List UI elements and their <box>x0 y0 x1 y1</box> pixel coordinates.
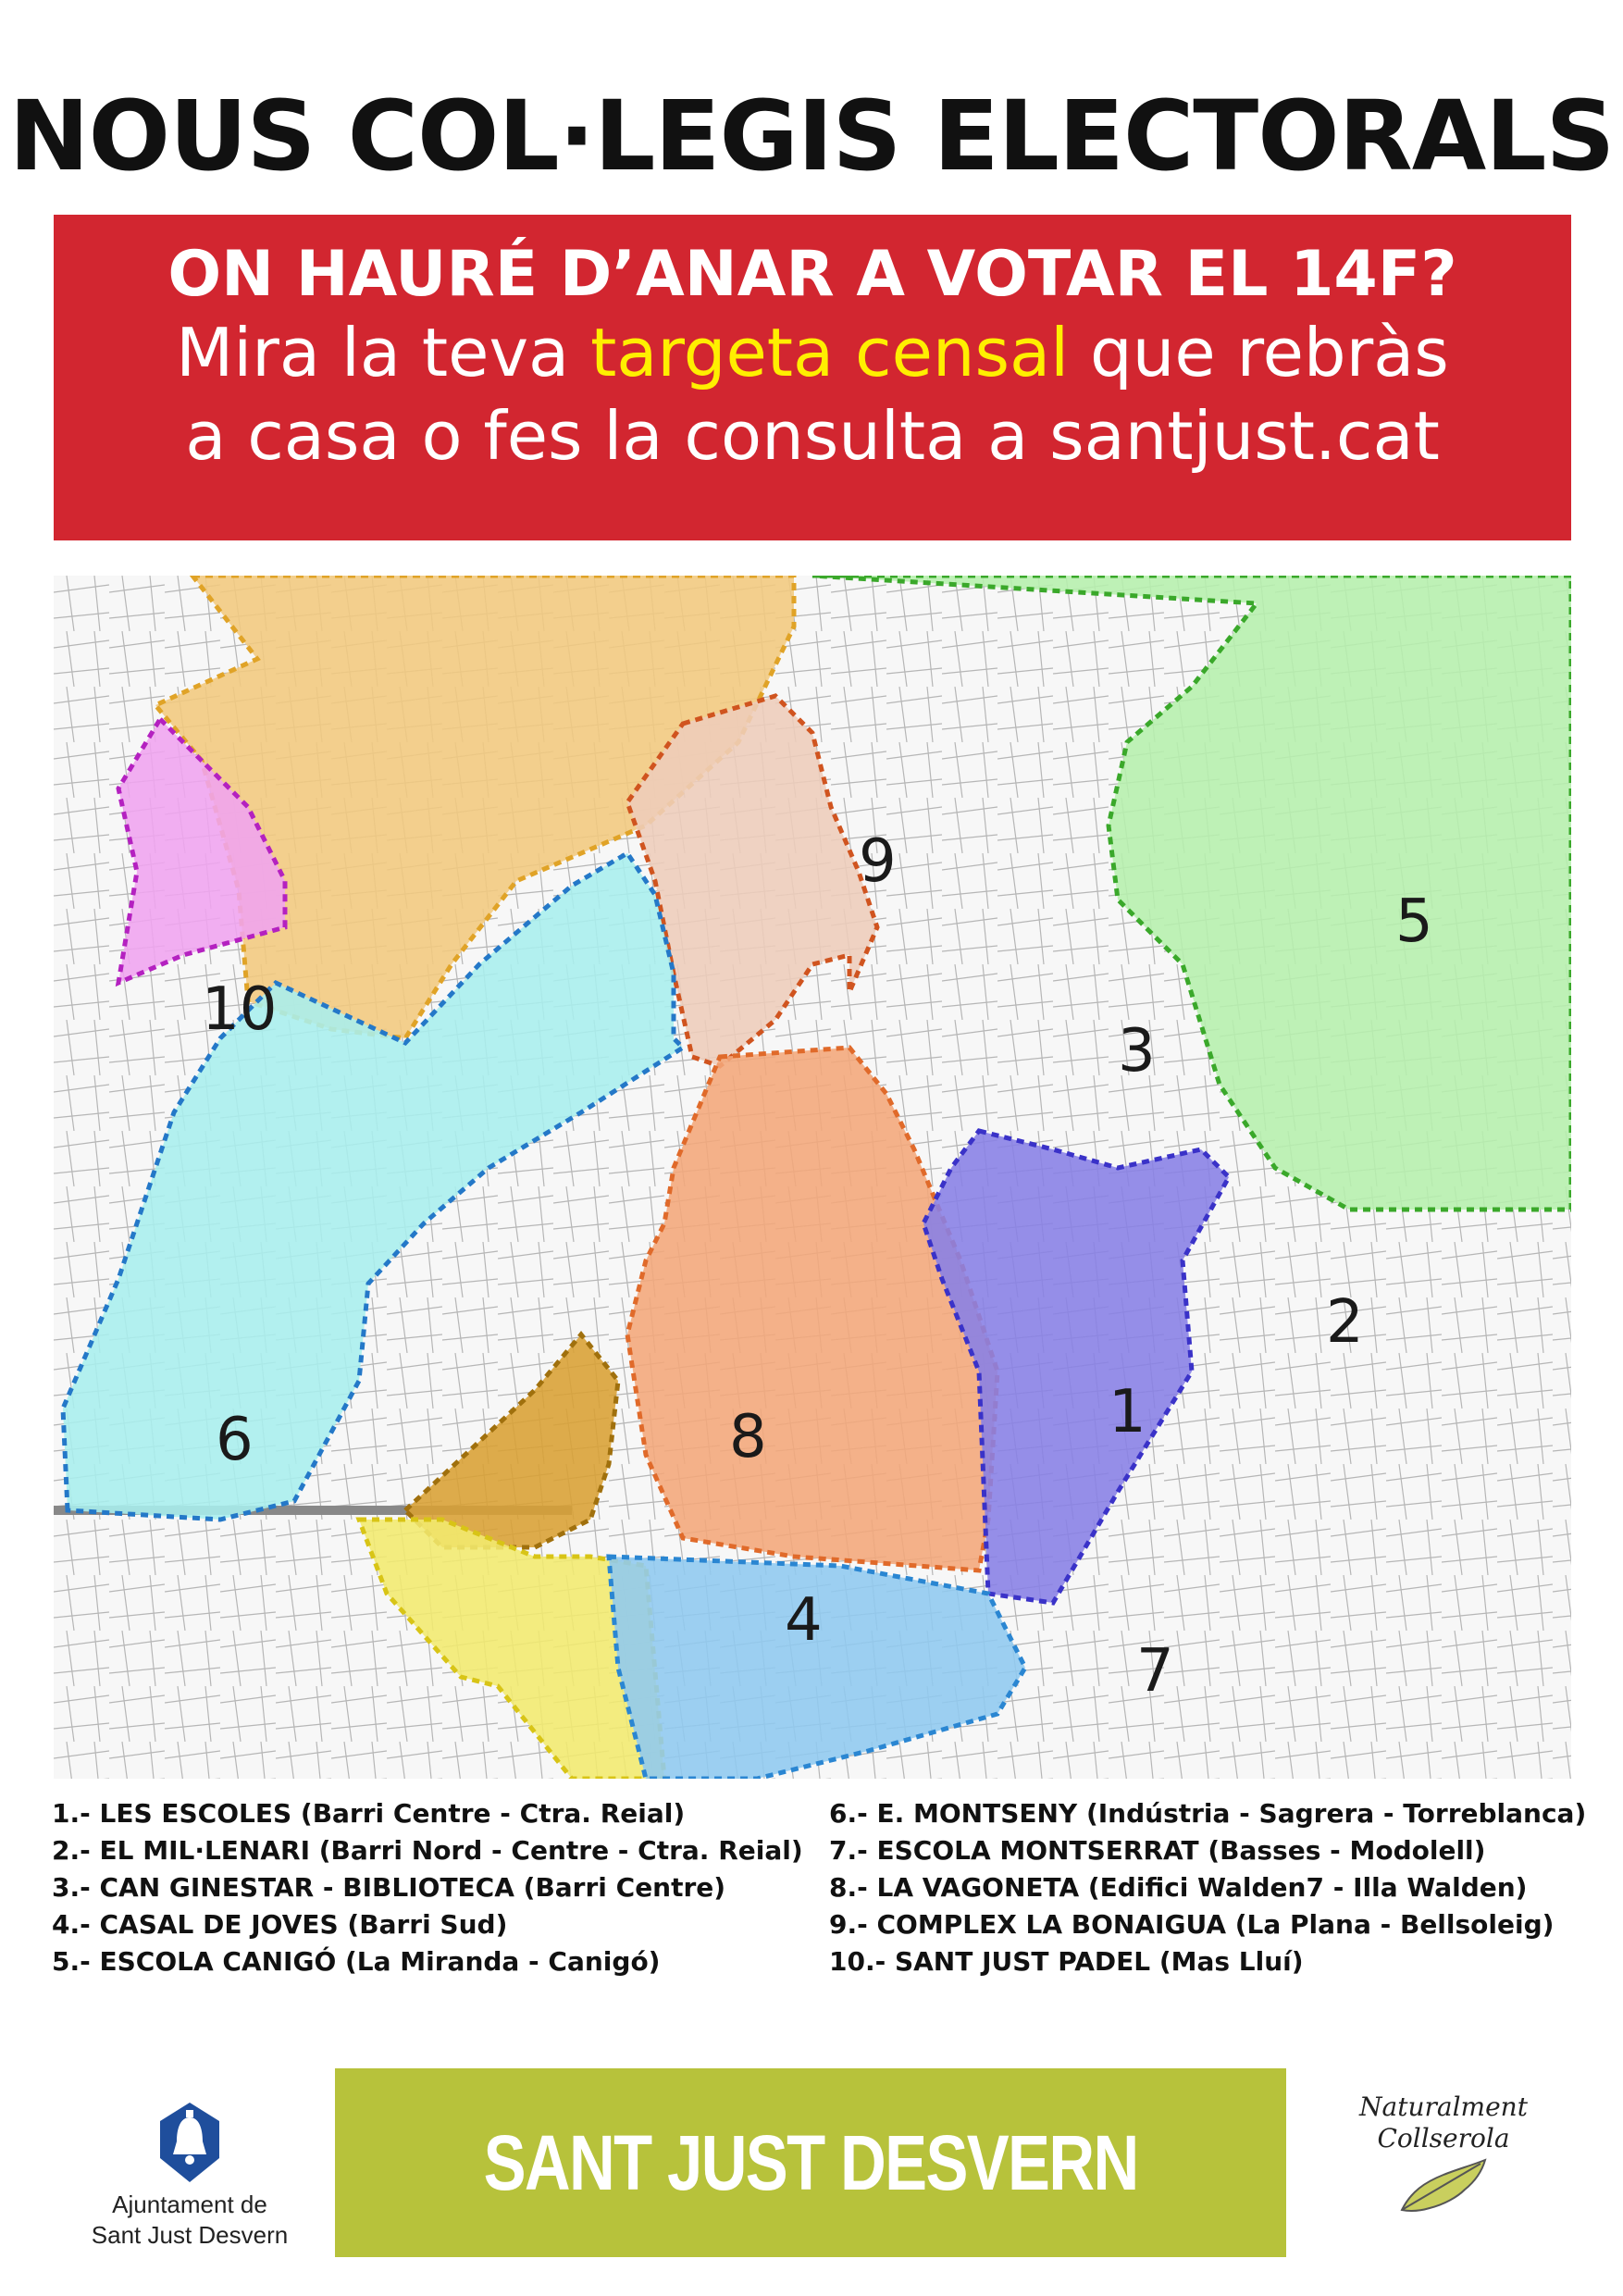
district-label-2: 2 <box>1326 1288 1364 1357</box>
district-label-3: 3 <box>1118 1017 1156 1086</box>
legend-right <box>829 1795 1586 1980</box>
legend-item: 4.- CASAL DE JOVES (Barri Sud) <box>52 1909 508 1940</box>
message-before: Mira la teva <box>176 314 591 392</box>
district-label-10: 10 <box>202 975 278 1044</box>
bell-icon <box>153 2101 227 2184</box>
ajuntament-line-1: Ajuntament de <box>112 2191 267 2218</box>
message-after: que rebràs <box>1069 314 1449 392</box>
district-map <box>54 576 1571 1779</box>
legend-item: 9.- COMPLEX LA BONAIGUA (La Plana - Bellsoleig) <box>829 1909 1555 1940</box>
district-label-6: 6 <box>216 1406 254 1474</box>
oak-leaf-icon <box>1393 2154 1494 2219</box>
district-label-9: 9 <box>859 827 897 896</box>
legend-left <box>52 1795 803 1980</box>
district-label-1: 1 <box>1109 1378 1146 1446</box>
district-label-7: 7 <box>1136 1637 1174 1706</box>
info-banner <box>54 215 1571 540</box>
legend-item: 8.- LA VAGONETA (Edifici Walden7 - Illa Walden) <box>829 1872 1528 1903</box>
legend-item: 2.- EL MIL·LENARI (Barri Nord - Centre - Ctra. Reial) <box>52 1835 803 1866</box>
page-title: NOUS COL·LEGIS ELECTORALS <box>8 80 1615 192</box>
town-name: SANT JUST DESVERN <box>483 2118 1138 2206</box>
collserola-logo <box>1332 2091 1555 2223</box>
legend-item: 7.- ESCOLA MONTSERRAT (Basses - Modolell) <box>829 1835 1486 1866</box>
legend-item: 1.- LES ESCOLES (Barri Centre - Ctra. Reial) <box>52 1798 686 1829</box>
message-line-2: a casa o fes la consulta a santjust.cat <box>185 397 1440 476</box>
legend-item: 6.- E. MONTSENY (Indústria - Sagrera - Torreblanca) <box>829 1798 1587 1829</box>
district-label-4: 4 <box>785 1586 823 1655</box>
message-line-1 <box>54 311 1571 394</box>
ajuntament-logo <box>83 2101 296 2249</box>
question-text: ON HAURÉ D’ANAR A VOTAR EL 14F? <box>167 238 1457 311</box>
legend-item: 3.- CAN GINESTAR - BIBLIOTECA (Barri Centre) <box>52 1872 726 1903</box>
legend-item: 10.- SANT JUST PADEL (Mas Lluí) <box>829 1946 1304 1977</box>
ajuntament-line-2: Sant Just Desvern <box>91 2221 289 2249</box>
district-label-5: 5 <box>1395 887 1433 956</box>
collserola-line-2: Collserola <box>1377 2123 1510 2153</box>
map-svg <box>54 576 1571 1779</box>
town-banner <box>335 2068 1286 2257</box>
message-highlight: targeta censal <box>590 314 1070 392</box>
legend-item: 5.- ESCOLA CANIGÓ (La Miranda - Canigó) <box>52 1946 661 1977</box>
district-label-8: 8 <box>729 1403 767 1471</box>
collserola-line-1: Naturalment <box>1359 2091 1528 2122</box>
